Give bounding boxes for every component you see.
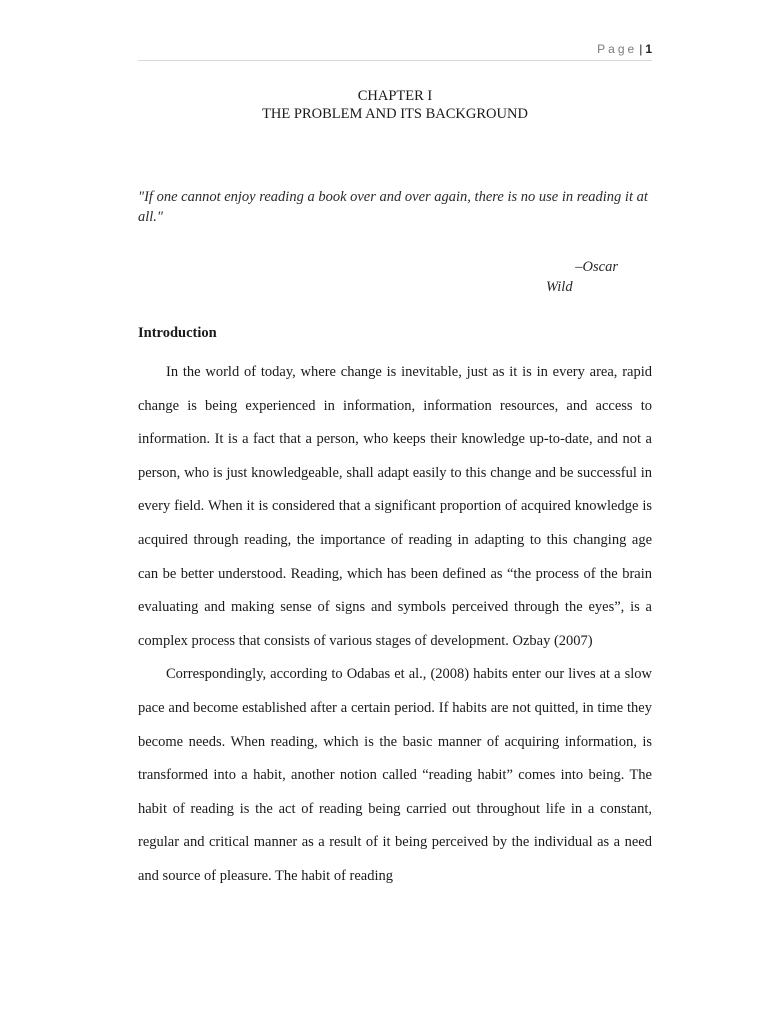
- page-header: [138, 42, 652, 61]
- chapter-title: THE PROBLEM AND ITS BACKGROUND: [262, 106, 528, 122]
- section-heading: Introduction: [138, 325, 217, 341]
- page-separator: |: [639, 42, 643, 56]
- paragraph: In the world of today, where change is inevitable, just as it is in every area, rapid change is being experienced in information, information resources, and access to information. It is a fact that a person, who keeps their knowledge up-to-date, and not a person, who is just knowledgeable, shall adapt easily to this change and be successful in every field. When it is considered that a significant proportion of acquired knowledge is acquired through reading, the importance of reading in adapting to this changing age can be better understood. Reading, which has been defined as “the process of the brain evaluating and making sense of signs and symbols perceived through the eyes”, is a complex process that consists of various stages of development. Ozbay (2007): [138, 364, 652, 649]
- author-line-1: –Oscar: [575, 259, 618, 275]
- epigraph-quote: "If one cannot enjoy reading a book over and over again, there is no use in reading it at all.": [138, 189, 648, 225]
- chapter-heading: [138, 87, 652, 123]
- page-number: 1: [645, 42, 652, 56]
- chapter-number: CHAPTER I: [357, 88, 433, 104]
- paragraph: Correspondingly, according to Odabas et al., (2008) habits enter our lives at a slow pace and become established after a certain period. If habits are not quitted, in time they become needs. When reading, which is the basic manner of acquiring information, is transformed into a habit, another notion called “reading habit” comes into being. The habit of reading is the act of reading being carried out throughout life in a constant, regular and critical manner as a result of it being perceived by the individual as a need and source of pleasure. The habit of reading: [138, 666, 652, 884]
- body-text: [138, 356, 652, 894]
- epigraph-author: [540, 257, 630, 297]
- author-line-2: Wild: [546, 279, 573, 295]
- page-label: Page: [597, 42, 638, 56]
